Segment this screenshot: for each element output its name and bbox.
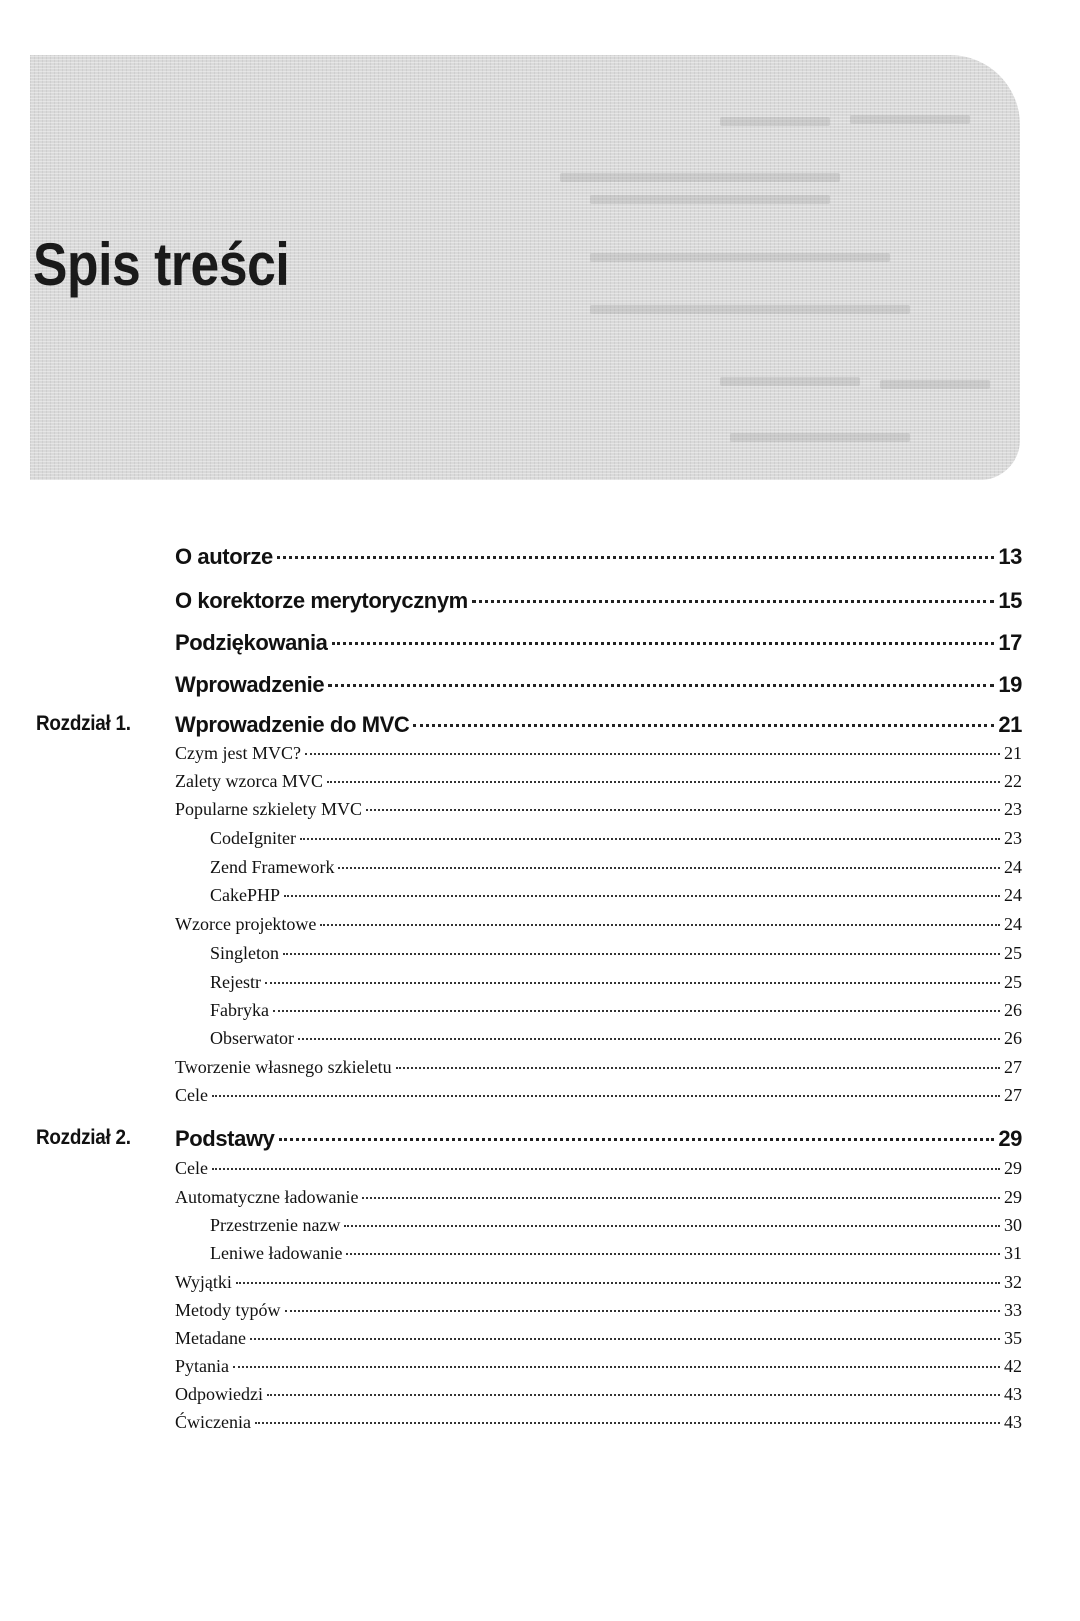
toc-entry[interactable] (175, 771, 1022, 792)
toc-subentry[interactable] (210, 1215, 1022, 1236)
toc-entry-page: 17 (998, 630, 1022, 655)
dot-leader (212, 1095, 1000, 1097)
dot-leader (298, 1038, 1000, 1040)
dot-leader (285, 1310, 1001, 1312)
toc-entry-title: Singleton (210, 943, 280, 963)
dot-leader (320, 924, 1000, 926)
toc-entry-title: Wprowadzenie do MVC (175, 712, 410, 737)
toc-entry-page: 21 (998, 712, 1022, 737)
toc-entry-page: 13 (998, 544, 1022, 569)
toc-entry-title: CakePHP (210, 885, 281, 905)
dot-leader (277, 556, 994, 559)
dot-leader (328, 684, 994, 687)
dot-leader (300, 838, 1000, 840)
dot-leader (305, 753, 1000, 755)
toc-entry-page: 29 (1004, 1187, 1022, 1207)
toc-entry-title: Czym jest MVC? (175, 743, 301, 763)
toc-entry-page: 24 (1004, 914, 1022, 934)
dot-leader (346, 1253, 1000, 1255)
dot-leader (267, 1394, 1000, 1396)
toc-chapter-title[interactable] (175, 712, 1022, 738)
toc-entry[interactable] (175, 544, 1022, 570)
dot-leader (212, 1168, 1000, 1170)
toc-chapter-title[interactable] (175, 1126, 1022, 1152)
toc-entry-page: 25 (1004, 972, 1022, 992)
toc-subentry[interactable] (210, 943, 1022, 964)
toc-entry-page: 27 (1004, 1057, 1022, 1077)
toc-entry-page: 35 (1004, 1328, 1022, 1348)
toc-subentry[interactable] (210, 1000, 1022, 1021)
dot-leader (366, 809, 1000, 811)
toc-entry-title: Pytania (175, 1356, 229, 1376)
toc-entry-page: 24 (1004, 885, 1022, 905)
toc-entry-page: 23 (1004, 799, 1022, 819)
toc-entry[interactable] (175, 1412, 1022, 1433)
toc-entry-page: 30 (1004, 1215, 1022, 1235)
toc-entry-title: Cele (175, 1085, 208, 1105)
toc-entry-page: 15 (998, 588, 1022, 613)
toc-entry-title: Rejestr (210, 972, 261, 992)
dot-leader (283, 953, 1000, 955)
toc-entry-title: Cele (175, 1158, 208, 1178)
toc-entry-title: Przestrzenie nazw (210, 1215, 341, 1235)
toc-entry[interactable] (175, 799, 1022, 820)
page-title: Spis treści (33, 231, 290, 298)
toc-entry[interactable] (175, 1187, 1022, 1208)
toc-entry[interactable] (175, 743, 1022, 764)
toc-entry-title: Odpowiedzi (175, 1384, 263, 1404)
toc-entry-page: 25 (1004, 943, 1022, 963)
toc-entry-title: Tworzenie własnego szkieletu (175, 1057, 392, 1077)
toc-entry[interactable] (175, 1085, 1022, 1106)
toc-subentry[interactable] (210, 828, 1022, 849)
toc-entry-title: Obserwator (210, 1028, 294, 1048)
dot-leader (396, 1067, 1000, 1069)
toc-entry-title: Metody typów (175, 1300, 281, 1320)
toc-entry-title: Popularne szkielety MVC (175, 799, 362, 819)
toc-entry-title: Zalety wzorca MVC (175, 771, 323, 791)
dot-leader (344, 1225, 1000, 1227)
toc-entry-page: 43 (1004, 1412, 1022, 1432)
toc-subentry[interactable] (210, 885, 1022, 906)
dot-leader (233, 1366, 1000, 1368)
toc-entry-title: Podstawy (175, 1126, 275, 1151)
toc-entry[interactable] (175, 1057, 1022, 1078)
dot-leader (413, 724, 994, 727)
dot-leader (338, 867, 1000, 869)
toc-entry[interactable] (175, 1356, 1022, 1377)
toc-entry-page: 27 (1004, 1085, 1022, 1105)
toc-entry[interactable] (175, 672, 1022, 698)
toc-entry-title: Wyjątki (175, 1272, 232, 1292)
toc-entry-title: Ćwiczenia (175, 1412, 251, 1432)
dot-leader (362, 1197, 1000, 1199)
dot-leader (255, 1422, 1000, 1424)
dot-leader (284, 895, 1000, 897)
toc-entry-page: 32 (1004, 1272, 1022, 1292)
toc-entry[interactable] (175, 630, 1022, 656)
dot-leader (327, 781, 1000, 783)
dot-leader (332, 642, 995, 645)
toc-entry-page: 24 (1004, 857, 1022, 877)
dot-leader (279, 1138, 995, 1141)
toc-subentry[interactable] (210, 1028, 1022, 1049)
toc-entry[interactable] (175, 1158, 1022, 1179)
toc-entry-page: 26 (1004, 1028, 1022, 1048)
dot-leader (273, 1010, 1000, 1012)
chapter-label: Rozdział 2. (36, 1126, 131, 1149)
toc-entry-title: Zend Framework (210, 857, 335, 877)
toc-entry-title: Leniwe ładowanie (210, 1243, 343, 1263)
toc-entry[interactable] (175, 1328, 1022, 1349)
toc-entry-page: 22 (1004, 771, 1022, 791)
dot-leader (236, 1282, 1000, 1284)
toc-entry-title: Automatyczne ładowanie (175, 1187, 359, 1207)
toc-entry-page: 42 (1004, 1356, 1022, 1376)
toc-entry-page: 23 (1004, 828, 1022, 848)
toc-entry[interactable] (175, 914, 1022, 935)
toc-entry-page: 26 (1004, 1000, 1022, 1020)
dot-leader (472, 600, 994, 603)
toc-entry-page: 19 (998, 672, 1022, 697)
toc-entry-title: O autorze (175, 544, 273, 569)
toc-entry-page: 29 (1004, 1158, 1022, 1178)
toc-entry[interactable] (175, 588, 1022, 614)
toc-entry-page: 29 (998, 1126, 1022, 1151)
toc-entry-page: 21 (1004, 743, 1022, 763)
toc-entry-page: 33 (1004, 1300, 1022, 1320)
toc-entry-page: 43 (1004, 1384, 1022, 1404)
toc-entry-title: Podziękowania (175, 630, 328, 655)
toc-subentry[interactable] (210, 857, 1022, 878)
toc-entry-title: Wprowadzenie (175, 672, 325, 697)
toc-entry-title: Fabryka (210, 1000, 269, 1020)
toc-entry-page: 31 (1004, 1243, 1022, 1263)
chapter-label: Rozdział 1. (36, 712, 131, 735)
toc-subentry[interactable] (210, 972, 1022, 993)
toc-subentry[interactable] (210, 1243, 1022, 1264)
toc-entry[interactable] (175, 1300, 1022, 1321)
toc-entry-title: O korektorze merytorycznym (175, 588, 468, 613)
toc-entry[interactable] (175, 1384, 1022, 1405)
dot-leader (250, 1338, 1000, 1340)
dot-leader (265, 982, 1000, 984)
toc-entry[interactable] (175, 1272, 1022, 1293)
toc-entry-title: Metadane (175, 1328, 246, 1348)
toc-entry-title: Wzorce projektowe (175, 914, 317, 934)
toc-entry-title: CodeIgniter (210, 828, 296, 848)
